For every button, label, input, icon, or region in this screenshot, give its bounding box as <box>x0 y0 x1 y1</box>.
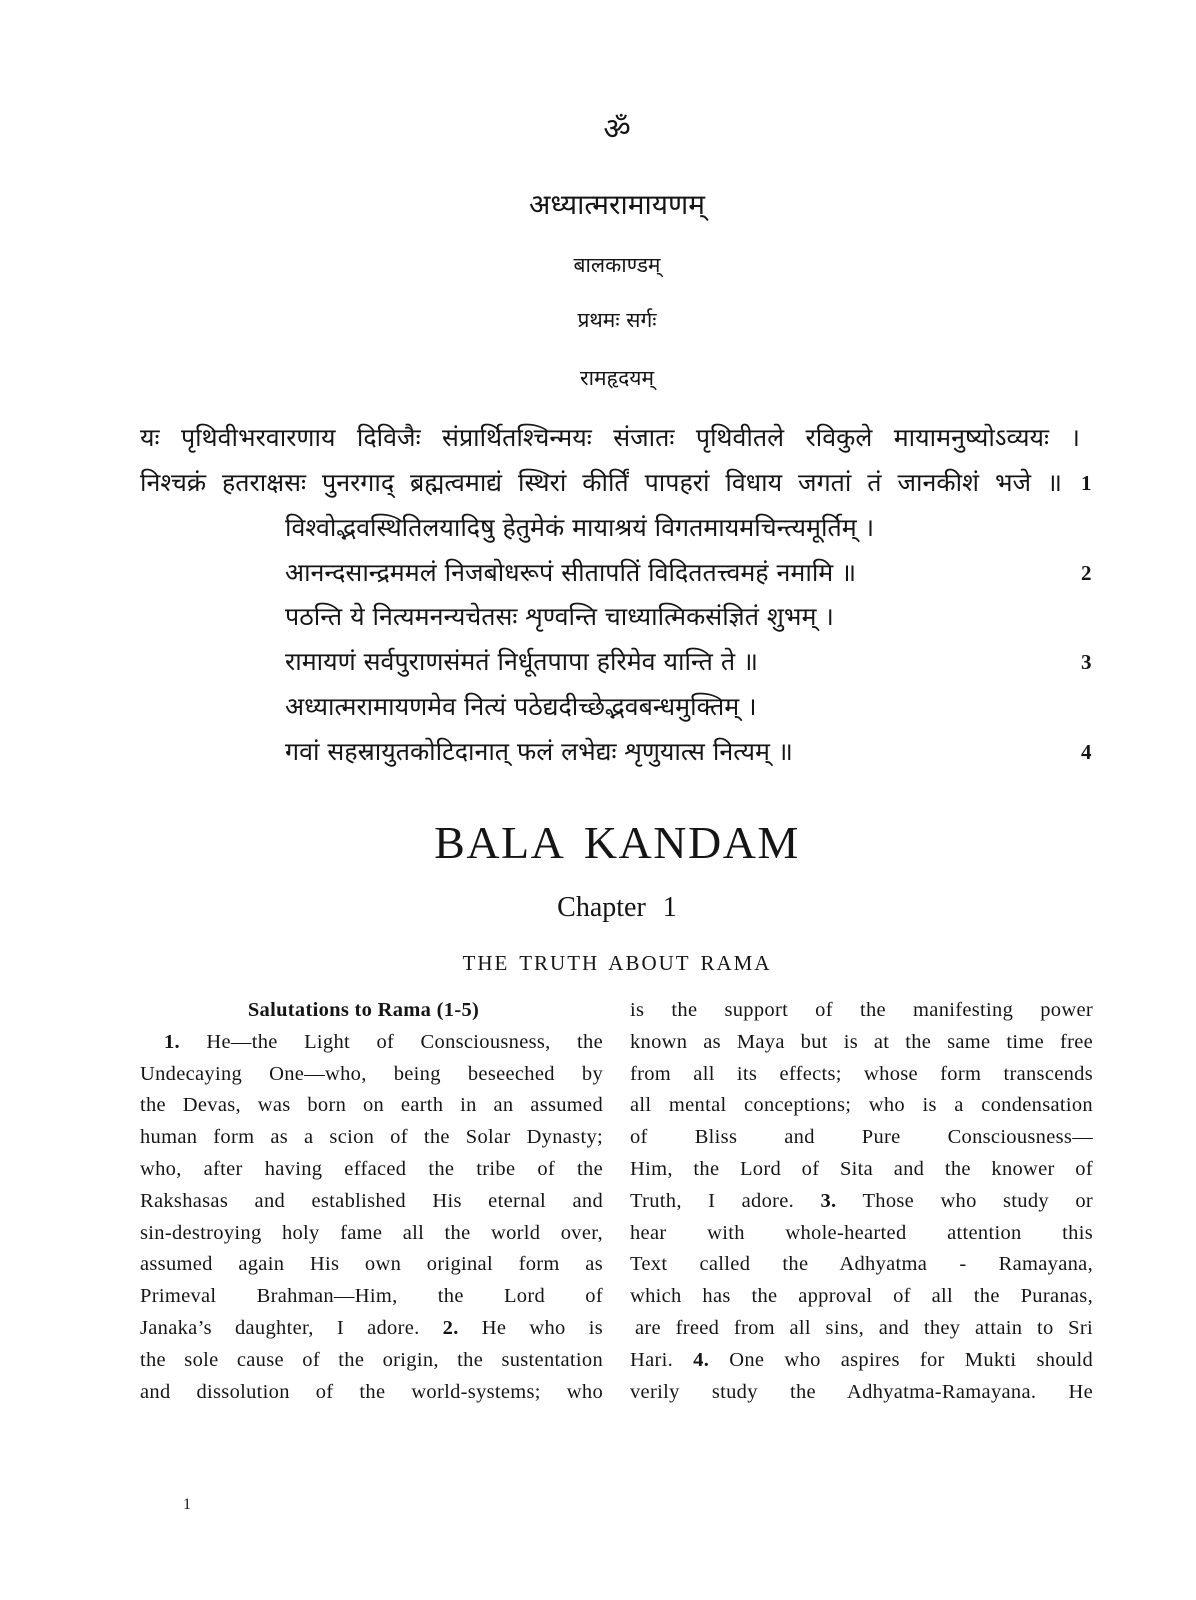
text-line: the Devas, was born on earth in an assumed <box>140 1094 603 1117</box>
section-heading: Salutations to Rama (1-5) <box>247 999 480 1021</box>
verse-line <box>140 506 1094 551</box>
verse-text: आनन्दसान्द्रममलं निजबोधरूपं सीतापतिं विदिततत्त्वमहं नमामि ॥ <box>285 557 857 587</box>
text-line: hear with whole-hearted attention this <box>630 1221 1093 1244</box>
text-segment: Hari. <box>630 1348 694 1371</box>
right-column-text <box>630 995 1093 1408</box>
text-line: and dissolution of the world-systems; who <box>140 1380 603 1403</box>
book-title: BALA KANDAM <box>434 817 800 868</box>
verse-line <box>140 640 1094 685</box>
text-line: from all its effects; whose form transcends <box>630 1062 1093 1085</box>
verse-text: अध्यात्मरामायणमेव नित्यं पठेद्यदीच्छेद्भवबन्धमुक्तिम् । <box>285 692 757 722</box>
text-line: the sole cause of the origin, the sustentation <box>140 1348 603 1371</box>
verse-text: रामायणं सर्वपुराणसंमतं निर्धूतपापा हरिमेव यान्ति ते ॥ <box>285 647 759 677</box>
text-line: is the support of the manifesting power <box>630 999 1093 1021</box>
text-segment: One who aspires for Mukti should <box>709 1348 1093 1371</box>
chapter-title: THE TRUTH ABOUT RAMA <box>462 951 772 975</box>
verse-number: 3 <box>1081 650 1092 675</box>
text-line: which has the approval of all the Puranas, <box>630 1285 1093 1308</box>
text-line: Primeval Brahman—Him, the Lord of <box>140 1285 603 1308</box>
verse-text: यः पृथिवीभरवारणाय दिविजैः संप्रार्थितश्चिन्मयः संजातः पृथिवीतले रविकुले मायामनुष्योऽव्ययः । <box>140 423 1080 452</box>
paragraph-number: 2. <box>442 1316 459 1339</box>
verse-number: 4 <box>1081 740 1092 765</box>
verse-line <box>140 595 1094 640</box>
right-column <box>630 995 1093 1408</box>
chapter-heading: Chapter 1 <box>557 892 677 923</box>
paragraph-number: 1. <box>164 1030 180 1053</box>
text-line: Him, the Lord of Sita and the knower of <box>630 1157 1093 1180</box>
sanskrit-title: अध्यात्मरामायणम् <box>529 188 705 221</box>
verse-text: गवां सहस्रायुतकोटिदानात् फलं लभेद्यः शृणुयात्स नित्यम् ॥ <box>285 737 793 767</box>
sanskrit-kanda: बालकाण्डम् <box>573 253 661 277</box>
text-line: assumed again His own original form as <box>140 1253 603 1276</box>
text-line: Text called the Adhyatma - Ramayana, <box>630 1253 1093 1276</box>
text-line: known as Maya but is at the same time free <box>630 1030 1093 1053</box>
text-line: Undecaying One—who, being beseeched by <box>140 1062 603 1085</box>
sanskrit-sarga: प्रथमः सर्गः <box>577 308 657 332</box>
left-column <box>140 995 603 1408</box>
text-segment: Those who study or <box>836 1189 1093 1212</box>
text-line: sin-destroying holy fame all the world over, <box>140 1221 603 1244</box>
text-line: verily study the Adhyatma-Ramayana. He <box>630 1380 1093 1403</box>
text-line: Rakshasas and established His eternal and <box>140 1189 603 1212</box>
left-column-text <box>140 1027 603 1409</box>
verse-number: 1 <box>1081 470 1092 495</box>
text-line: all mental conceptions; who is a condensation <box>630 1094 1093 1117</box>
text-line: human form as a scion of the Solar Dynasty; <box>140 1126 603 1149</box>
text-line <box>630 1186 1093 1218</box>
verse-line <box>140 730 1094 775</box>
text-line: who, after having effaced the tribe of the <box>140 1157 603 1180</box>
verse-text: विश्वोद्भवस्थितिलयादिषु हेतुमेकं मायाश्रयं विगतमायमचिन्त्यमूर्तिम् । <box>285 512 875 542</box>
om-symbol: ॐ <box>603 112 631 147</box>
sanskrit-subtitle: रामहृदयम् <box>579 366 655 390</box>
text-line <box>140 1313 603 1345</box>
sanskrit-verses <box>140 416 1094 776</box>
verse-line <box>140 461 1094 506</box>
text-segment: He who is <box>458 1316 603 1339</box>
text-line: are freed from all sins, and they attain to Sri <box>635 1316 1093 1339</box>
paragraph-number: 3. <box>820 1189 837 1212</box>
verse-text: निश्चक्रं हतराक्षसः पुनरगाद् ब्रह्मत्वमाद्यं स्थिरां कीर्तिं पापहरां विधाय जगतां तं जानकीशं भजे ॥ <box>140 467 1062 497</box>
text-line: of Bliss and Pure Consciousness— <box>630 1126 1093 1149</box>
verse-line <box>140 685 1094 730</box>
paragraph-number: 4. <box>693 1348 710 1371</box>
verse-line <box>140 416 1094 461</box>
text-segment: Truth, I adore. <box>630 1189 821 1212</box>
verse-line <box>140 551 1094 596</box>
verse-text: पठन्ति ये नित्यमनन्यचेतसः शृण्वन्ति चाध्यात्मिकसंज्ञितं शुभम् । <box>285 602 834 632</box>
page-number: 1 <box>183 1496 191 1513</box>
verse-number: 2 <box>1081 560 1092 585</box>
text-segment: He—the Light of Consciousness, the <box>179 1030 603 1053</box>
text-segment: Janaka’s daughter, I adore. <box>140 1316 443 1339</box>
text-line <box>630 1345 1093 1377</box>
text-line <box>140 1027 603 1059</box>
